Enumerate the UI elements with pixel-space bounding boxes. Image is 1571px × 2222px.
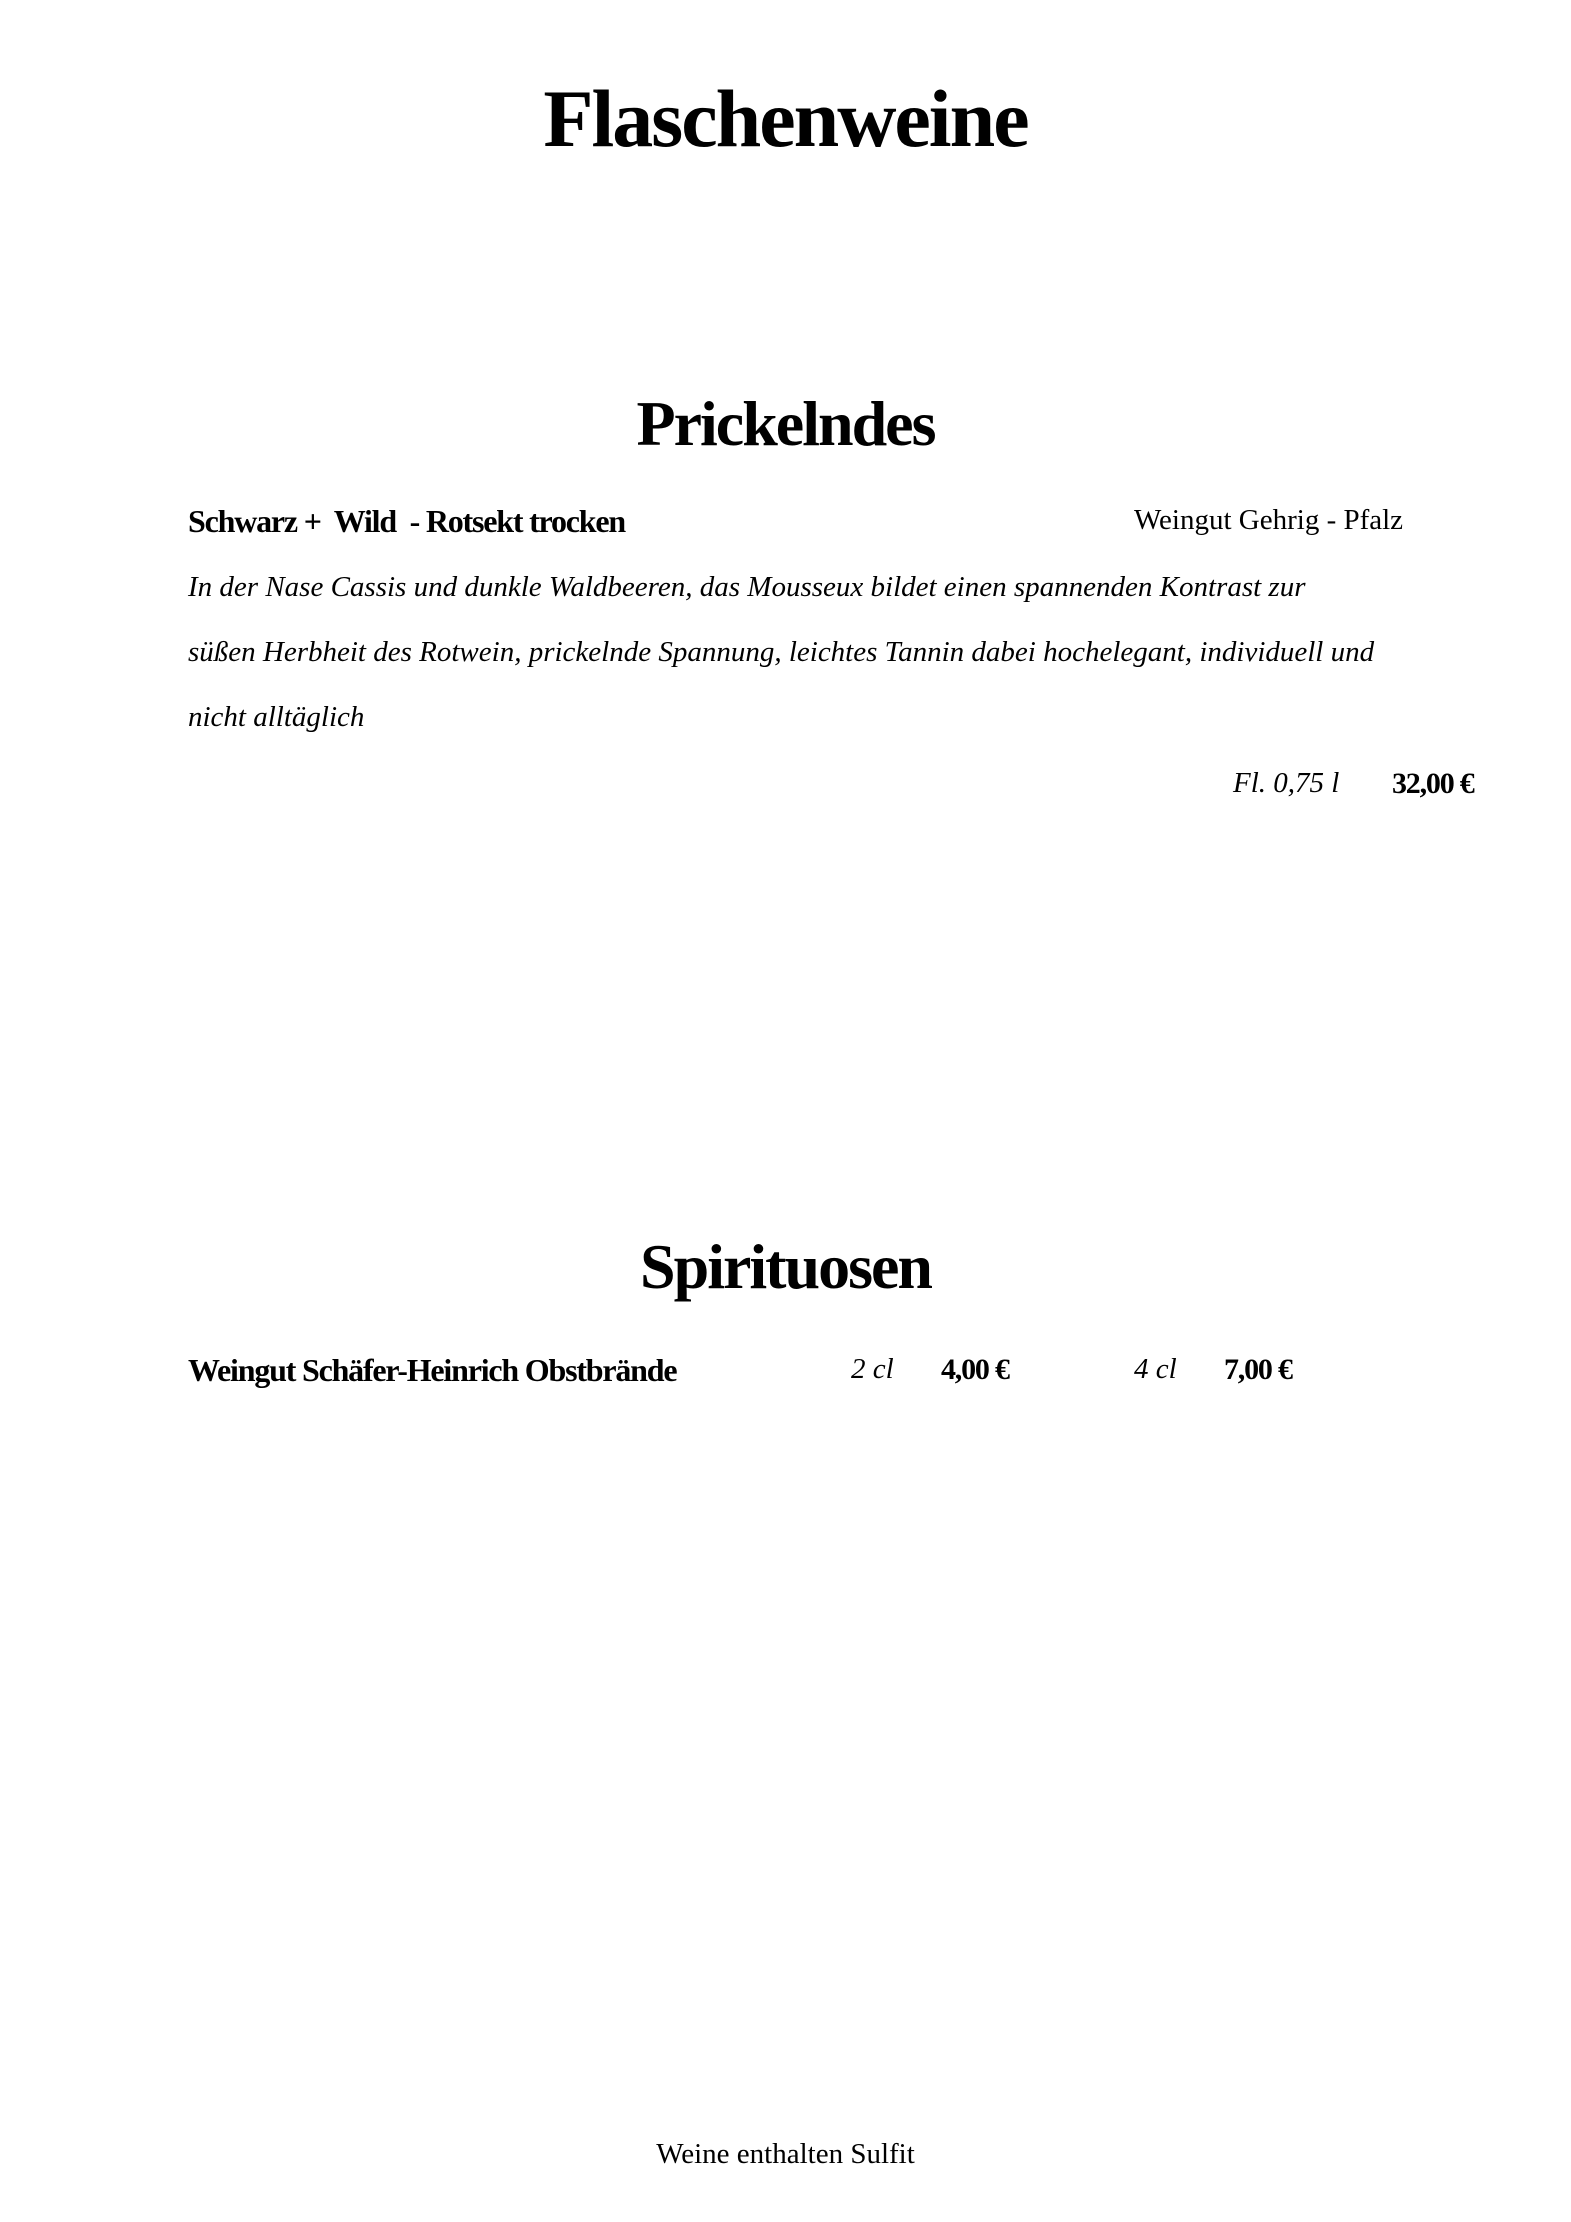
item-description-line: nicht alltäglich xyxy=(188,701,365,733)
item-description-line: süßen Herbheit des Rotwein, prickelnde Spannung, leichtes Tannin dabei hochelegant, individuell und xyxy=(188,636,1375,668)
item-size: 4 cl xyxy=(1134,1353,1177,1385)
item-price: 32,00 € xyxy=(1392,767,1474,800)
item-name: Weingut Schäfer-Heinrich Obstbrände xyxy=(188,1352,677,1388)
page-title: Flaschenweine xyxy=(543,73,1028,164)
section-heading-prickelndes: Prickelndes xyxy=(636,388,935,459)
item-producer: Weingut Gehrig - Pfalz xyxy=(1134,504,1404,536)
section-heading-spirituosen: Spirituosen xyxy=(640,1231,931,1302)
item-name: Schwarz + Wild - Rotsekt trocken xyxy=(188,503,625,539)
item-price: 4,00 € xyxy=(941,1353,1009,1386)
item-price: 7,00 € xyxy=(1224,1353,1292,1386)
item-description-line: In der Nase Cassis und dunkle Waldbeeren, das Mousseux bildet einen spannenden Kontrast zur xyxy=(188,571,1306,603)
item-size: Fl. 0,75 l xyxy=(1233,767,1340,799)
item-size: 2 cl xyxy=(851,1353,894,1385)
footer-note: Weine enthalten Sulfit xyxy=(656,2138,915,2170)
